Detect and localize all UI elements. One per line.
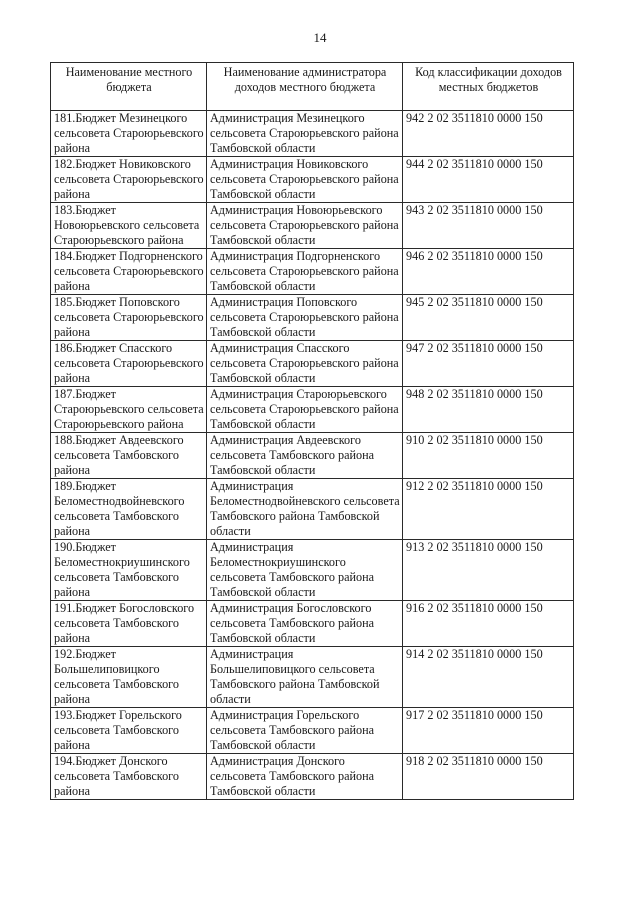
table-row — [51, 295, 574, 341]
table-header-row — [51, 63, 574, 111]
budget-name-cell: 186.Бюджет Спасского сельсовета Староюрьевского района — [51, 341, 207, 387]
administrator-name-cell: Администрация Богословского сельсовета Тамбовского района Тамбовской области — [207, 601, 403, 647]
administrator-name-cell: Администрация Беломестнодвойневского сельсовета Тамбовского района Тамбовской области — [207, 479, 403, 540]
administrator-name-cell: Администрация Беломестнокриушинского сельсовета Тамбовского района Тамбовской области — [207, 540, 403, 601]
classification-code-cell: 948 2 02 3511810 0000 150 — [403, 387, 574, 433]
table-row — [51, 540, 574, 601]
table-row — [51, 601, 574, 647]
classification-code-cell: 912 2 02 3511810 0000 150 — [403, 479, 574, 540]
table-body — [51, 111, 574, 800]
administrator-name-cell: Администрация Мезинецкого сельсовета Староюрьевского района Тамбовской области — [207, 111, 403, 157]
administrator-name-cell: Администрация Поповского сельсовета Староюрьевского района Тамбовской области — [207, 295, 403, 341]
header-classification-code: Код классификации доходов местных бюджетов — [403, 63, 574, 111]
table-row — [51, 754, 574, 800]
administrator-name-cell: Администрация Староюрьевского сельсовета Староюрьевского района Тамбовской области — [207, 387, 403, 433]
budget-name-cell: 190.Бюджет Беломестнокриушинского сельсовета Тамбовского района — [51, 540, 207, 601]
budget-name-cell: 182.Бюджет Новиковского сельсовета Староюрьевского района — [51, 157, 207, 203]
classification-code-cell: 910 2 02 3511810 0000 150 — [403, 433, 574, 479]
header-administrator-name: Наименование администратора доходов местного бюджета — [207, 63, 403, 111]
table-row — [51, 249, 574, 295]
classification-code-cell: 945 2 02 3511810 0000 150 — [403, 295, 574, 341]
classification-code-cell: 946 2 02 3511810 0000 150 — [403, 249, 574, 295]
classification-code-cell: 947 2 02 3511810 0000 150 — [403, 341, 574, 387]
administrator-name-cell: Администрация Большелиповицкого сельсовета Тамбовского района Тамбовской области — [207, 647, 403, 708]
administrator-name-cell: Администрация Новиковского сельсовета Староюрьевского района Тамбовской области — [207, 157, 403, 203]
table-row — [51, 647, 574, 708]
administrator-name-cell: Администрация Подгорненского сельсовета Староюрьевского района Тамбовской области — [207, 249, 403, 295]
budget-name-cell: 188.Бюджет Авдеевского сельсовета Тамбовского района — [51, 433, 207, 479]
classification-code-cell: 916 2 02 3511810 0000 150 — [403, 601, 574, 647]
budget-name-cell: 194.Бюджет Донского сельсовета Тамбовского района — [51, 754, 207, 800]
classification-code-cell: 918 2 02 3511810 0000 150 — [403, 754, 574, 800]
budget-name-cell: 192.Бюджет Большелиповицкого сельсовета Тамбовского района — [51, 647, 207, 708]
budget-name-cell: 181.Бюджет Мезинецкого сельсовета Староюрьевского района — [51, 111, 207, 157]
administrator-name-cell: Администрация Донского сельсовета Тамбовского района Тамбовской области — [207, 754, 403, 800]
table-row — [51, 157, 574, 203]
table-row — [51, 341, 574, 387]
table-row — [51, 111, 574, 157]
budget-table — [50, 62, 574, 800]
budget-name-cell: 193.Бюджет Горельского сельсовета Тамбовского района — [51, 708, 207, 754]
classification-code-cell: 917 2 02 3511810 0000 150 — [403, 708, 574, 754]
classification-code-cell: 944 2 02 3511810 0000 150 — [403, 157, 574, 203]
administrator-name-cell: Администрация Авдеевского сельсовета Тамбовского района Тамбовской области — [207, 433, 403, 479]
classification-code-cell: 942 2 02 3511810 0000 150 — [403, 111, 574, 157]
table-row — [51, 387, 574, 433]
header-budget-name: Наименование местного бюджета — [51, 63, 207, 111]
table-row — [51, 708, 574, 754]
administrator-name-cell: Администрация Спасского сельсовета Староюрьевского района Тамбовской области — [207, 341, 403, 387]
budget-name-cell: 187.Бюджет Староюрьевского сельсовета Староюрьевского района — [51, 387, 207, 433]
table-row — [51, 479, 574, 540]
classification-code-cell: 943 2 02 3511810 0000 150 — [403, 203, 574, 249]
budget-name-cell: 191.Бюджет Богословского сельсовета Тамбовского района — [51, 601, 207, 647]
budget-name-cell: 184.Бюджет Подгорненского сельсовета Староюрьевского района — [51, 249, 207, 295]
table-row — [51, 203, 574, 249]
budget-name-cell: 183.Бюджет Новоюрьевского сельсовета Староюрьевского района — [51, 203, 207, 249]
classification-code-cell: 913 2 02 3511810 0000 150 — [403, 540, 574, 601]
administrator-name-cell: Администрация Горельского сельсовета Тамбовского района Тамбовской области — [207, 708, 403, 754]
page-number: 14 — [313, 30, 327, 45]
classification-code-cell: 914 2 02 3511810 0000 150 — [403, 647, 574, 708]
budget-name-cell: 189.Бюджет Беломестнодвойневского сельсовета Тамбовского района — [51, 479, 207, 540]
table-row — [51, 433, 574, 479]
administrator-name-cell: Администрация Новоюрьевского сельсовета Староюрьевского района Тамбовской области — [207, 203, 403, 249]
budget-name-cell: 185.Бюджет Поповского сельсовета Староюрьевского района — [51, 295, 207, 341]
